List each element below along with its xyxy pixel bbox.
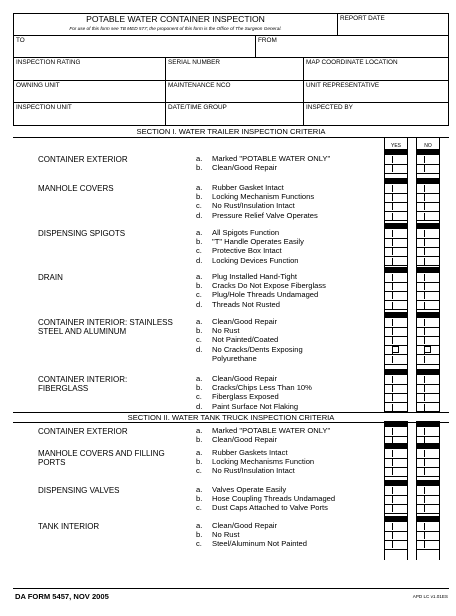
criterion-letter: a. xyxy=(196,426,203,435)
cell-mark xyxy=(424,185,433,192)
group-separator-bar xyxy=(416,369,440,375)
criterion-text: Dust Caps Attached to Valve Ports xyxy=(212,503,328,513)
row-rule xyxy=(416,220,440,221)
cell-mark xyxy=(424,505,433,512)
cell-mark xyxy=(392,459,401,466)
cell-mark xyxy=(424,165,433,172)
criterion-letter: b. xyxy=(196,163,203,173)
cell-mark xyxy=(424,523,433,530)
criterion-text: Locking Devices Function xyxy=(212,255,299,265)
cell-mark xyxy=(392,185,401,192)
row-rule xyxy=(384,549,408,550)
criterion-text: Cracks Do Not Expose Fiberglass xyxy=(212,281,326,291)
cell-mark xyxy=(392,292,401,299)
cell-mark xyxy=(424,394,433,401)
cell-mark xyxy=(392,213,401,220)
criterion-letter: c. xyxy=(196,246,202,256)
criterion-row xyxy=(196,403,298,412)
cell-mark xyxy=(392,328,401,335)
criterion-letter: d. xyxy=(196,255,203,265)
cell-mark xyxy=(424,239,433,246)
criterion-text: Rubber Gaskets Intact xyxy=(212,448,288,457)
to-field[interactable] xyxy=(14,36,254,56)
cell-mark xyxy=(392,194,401,201)
criterion-text: No Cracks/Dents Exposing xyxy=(212,344,303,354)
criterion-row xyxy=(196,436,277,445)
cell-mark xyxy=(392,450,401,457)
item-name: CONTAINER EXTERIOR xyxy=(38,427,128,436)
criterion-letter: c. xyxy=(196,335,202,345)
criterion-text: Clean/Good Repair xyxy=(212,435,278,445)
form-version: APD LC v1.01ES xyxy=(412,594,448,599)
item-name: DISPENSING SPIGOTS xyxy=(38,229,126,238)
criterion-text: "T" Handle Operates Easily xyxy=(212,237,304,247)
cell-mark xyxy=(424,496,433,503)
criterion-text: Rubber Gasket Intact xyxy=(212,183,284,192)
criterion-letter: b. xyxy=(196,530,203,540)
cell-mark xyxy=(392,532,401,539)
map-coordinate-label: MAP COORDINATE LOCATION xyxy=(306,59,398,66)
criterion-text: No Rust xyxy=(212,530,240,540)
cell-mark xyxy=(424,213,433,220)
criterion-text: Locking Mechanism Functions xyxy=(212,192,315,202)
cell-mark xyxy=(392,541,401,548)
group-separator-bar xyxy=(416,480,440,486)
inspection-rating-field[interactable] xyxy=(14,58,164,80)
item-name: CONTAINER INTERIOR: FIBERGLASS xyxy=(38,375,128,393)
cell-mark xyxy=(424,292,433,299)
inspected-by-label: INSPECTED BY xyxy=(306,104,353,111)
cell-mark xyxy=(424,258,433,265)
cell-mark xyxy=(424,156,433,163)
owning-unit-label: OWNING UNIT xyxy=(16,82,60,89)
criterion-row xyxy=(196,467,295,476)
criterion-letter: c. xyxy=(196,201,202,211)
section1-title: SECTION I. WATER TRAILER INSPECTION CRITERIA xyxy=(136,127,326,136)
cell-mark xyxy=(424,428,433,435)
item-name: MANHOLE COVERS AND FILLING PORTS xyxy=(38,449,165,467)
criterion-row xyxy=(196,164,277,173)
criterion-letter: a. xyxy=(196,521,203,530)
unit-representative-label: UNIT REPRESENTATIVE xyxy=(306,82,380,89)
row-line xyxy=(13,125,449,126)
item-name: CONTAINER EXTERIOR xyxy=(38,155,128,164)
criterion-letter: a. xyxy=(196,183,203,192)
inspection-unit-field[interactable] xyxy=(14,103,164,124)
criterion-text: Clean/Good Repair xyxy=(212,317,278,326)
item-name: DRAIN xyxy=(38,273,63,282)
criterion-letter: c. xyxy=(196,539,202,549)
cell-mark xyxy=(424,328,433,335)
criterion-text: Marked "POTABLE WATER ONLY" xyxy=(212,426,331,435)
criterion-text: Threads Not Rusted xyxy=(212,299,280,309)
row-rule xyxy=(416,513,440,514)
criterion-letter: a. xyxy=(196,228,203,237)
cell-mark xyxy=(424,230,433,237)
criterion-text: Clean/Good Repair xyxy=(212,521,278,530)
cell-mark xyxy=(392,319,401,326)
section2-title: SECTION II. WATER TANK TRUCK INSPECTION CRITERIA xyxy=(127,413,335,422)
cell-mark xyxy=(392,302,401,309)
cell-mark xyxy=(392,203,401,210)
title-cell xyxy=(14,13,337,35)
cell-mark xyxy=(424,194,433,201)
group-separator-bar xyxy=(384,267,408,273)
cell-mark xyxy=(392,274,401,281)
no-column-header: NO xyxy=(424,143,432,149)
report-date-field[interactable] xyxy=(338,14,448,35)
item-name: TANK INTERIOR xyxy=(38,522,100,531)
row-rule xyxy=(384,476,408,477)
cell-mark xyxy=(424,450,433,457)
criterion-text: No Rust/Insulation Intact xyxy=(212,201,295,211)
cell-mark xyxy=(424,274,433,281)
report-date-label: REPORT DATE xyxy=(340,15,385,22)
item-name: CONTAINER INTERIOR: STAINLESS STEEL AND ALUMINUM xyxy=(38,318,173,336)
criterion-text: Clean/Good Repair xyxy=(212,374,278,383)
cell-mark xyxy=(424,337,433,344)
criterion-letter: b. xyxy=(196,494,203,504)
criterion-letter: c. xyxy=(196,503,202,513)
criterion-letter: d. xyxy=(196,210,203,220)
criterion-text: Fiberglass Exposed xyxy=(212,392,279,402)
group-separator-bar xyxy=(384,312,408,318)
item-name: DISPENSING VALVES xyxy=(38,486,120,495)
criterion-text: Locking Mechanisms Function xyxy=(212,457,315,467)
cell-mark xyxy=(392,356,401,363)
criterion-row xyxy=(196,540,307,549)
row-rule xyxy=(384,513,408,514)
criterion-text: All Spigots Function xyxy=(212,228,280,237)
yes-column-header: YES xyxy=(390,143,401,149)
cell-mark xyxy=(392,248,401,255)
cell-mark xyxy=(424,459,433,466)
criterion-letter: b. xyxy=(196,383,203,393)
group-separator-bar xyxy=(384,480,408,486)
row-rule xyxy=(384,173,408,174)
cell-mark xyxy=(392,428,401,435)
maintenance-nco-field[interactable] xyxy=(166,81,302,102)
row-rule xyxy=(416,173,440,174)
group-separator-bar xyxy=(384,223,408,229)
cell-mark xyxy=(424,532,433,539)
serial-number-label: SERIAL NUMBER xyxy=(168,59,220,66)
cell-mark xyxy=(392,487,401,494)
criterion-text: Paint Surface Not Flaking xyxy=(212,401,299,411)
criterion-text: No Rust/Insulation Intact xyxy=(212,466,295,476)
criterion-text: Marked "POTABLE WATER ONLY" xyxy=(212,154,331,163)
from-field[interactable] xyxy=(256,36,448,56)
criterion-letter: d. xyxy=(196,344,203,354)
inspected-by-field[interactable] xyxy=(304,103,448,124)
cell-mark xyxy=(424,541,433,548)
criterion-letter: d. xyxy=(196,299,203,309)
cell-mark xyxy=(424,248,433,255)
group-separator-bar xyxy=(416,421,440,427)
cell-mark xyxy=(424,487,433,494)
owning-unit-field[interactable] xyxy=(14,81,164,102)
group-separator-bar xyxy=(384,516,408,522)
criterion-letter: b. xyxy=(196,192,203,202)
inspection-unit-label: INSPECTION UNIT xyxy=(16,104,72,111)
cell-mark xyxy=(392,239,401,246)
group-separator-bar xyxy=(384,178,408,184)
group-separator-bar xyxy=(416,312,440,318)
row-rule xyxy=(416,411,440,412)
group-separator-bar xyxy=(416,178,440,184)
criterion-row xyxy=(196,504,328,513)
row-rule xyxy=(416,309,440,310)
criterion-letter: a. xyxy=(196,374,203,383)
row-rule xyxy=(384,411,408,412)
criterion-row xyxy=(196,257,299,266)
criterion-letter: c. xyxy=(196,466,202,476)
group-separator-bar xyxy=(384,369,408,375)
unit-representative-field[interactable] xyxy=(304,81,448,102)
group-separator-bar xyxy=(416,267,440,273)
criterion-row xyxy=(196,355,257,364)
cell-mark xyxy=(392,385,401,392)
criterion-text: Valves Operate Easily xyxy=(212,485,287,494)
criterion-row xyxy=(196,301,280,310)
cell-mark xyxy=(392,258,401,265)
criterion-letter: b. xyxy=(196,281,203,291)
criterion-letter: b. xyxy=(196,237,203,247)
serial-number-field[interactable] xyxy=(166,58,302,80)
map-coordinate-field[interactable] xyxy=(304,58,448,80)
cell-mark xyxy=(424,376,433,383)
cell-mark xyxy=(424,385,433,392)
group-separator-bar xyxy=(384,443,408,449)
cell-mark xyxy=(392,156,401,163)
no-checkbox[interactable] xyxy=(424,346,431,353)
criterion-letter: c. xyxy=(196,392,202,402)
group-separator-bar xyxy=(416,149,440,155)
item-name: MANHOLE COVERS xyxy=(38,184,114,193)
cell-mark xyxy=(392,376,401,383)
row-rule xyxy=(384,309,408,310)
row-rule xyxy=(416,549,440,550)
cell-mark xyxy=(424,302,433,309)
cell-mark xyxy=(392,468,401,475)
yes-checkbox[interactable] xyxy=(392,346,399,353)
criterion-text: Cracks/Chips Less Than 10% xyxy=(212,383,312,393)
group-separator-bar xyxy=(384,421,408,427)
criterion-row xyxy=(196,212,318,221)
right-border xyxy=(448,13,449,125)
datetime-group-label: DATE/TIME GROUP xyxy=(168,104,227,111)
to-label: TO xyxy=(16,37,25,44)
form-title: POTABLE WATER CONTAINER INSPECTION xyxy=(86,14,265,24)
row-rule xyxy=(384,220,408,221)
criterion-letter: d. xyxy=(196,401,203,411)
criterion-text: Pressure Relief Valve Operates xyxy=(212,210,318,220)
row-rule xyxy=(416,476,440,477)
criterion-letter: a. xyxy=(196,448,203,457)
cell-mark xyxy=(392,283,401,290)
criterion-text: Hose Coupling Threads Undamaged xyxy=(212,494,336,504)
criterion-text: Not Painted/Coated xyxy=(212,335,279,345)
criterion-text: No Rust xyxy=(212,326,240,336)
cell-mark xyxy=(424,404,433,411)
inspection-rating-label: INSPECTION RATING xyxy=(16,59,81,66)
datetime-group-field[interactable] xyxy=(166,103,302,124)
cell-mark xyxy=(424,468,433,475)
form-number: DA FORM 5457, NOV 2005 xyxy=(15,592,109,601)
cell-mark xyxy=(424,356,433,363)
criterion-letter: a. xyxy=(196,154,203,163)
cell-mark xyxy=(392,404,401,411)
group-separator-bar xyxy=(416,223,440,229)
cell-mark xyxy=(392,165,401,172)
cell-mark xyxy=(392,230,401,237)
criterion-text: Steel/Aluminum Not Painted xyxy=(212,539,307,549)
group-separator-bar xyxy=(384,149,408,155)
cell-mark xyxy=(392,394,401,401)
criterion-letter: a. xyxy=(196,485,203,494)
criterion-letter: c. xyxy=(196,290,202,300)
cell-mark xyxy=(392,337,401,344)
criterion-letter: a. xyxy=(196,317,203,326)
maintenance-nco-label: MAINTENANCE NCO xyxy=(168,82,231,89)
cell-mark xyxy=(392,523,401,530)
group-separator-bar xyxy=(416,516,440,522)
footer-rule xyxy=(13,588,449,589)
criterion-letter: b. xyxy=(196,457,203,467)
from-label: FROM xyxy=(258,37,277,44)
cell-mark xyxy=(424,203,433,210)
criterion-letter: b. xyxy=(196,326,203,336)
criterion-letter: b. xyxy=(196,435,203,445)
criterion-letter: a. xyxy=(196,272,203,281)
criterion-text: Protective Box Intact xyxy=(212,246,282,256)
form-subtitle: For use of this form see TB MED 577; the proponent of this form is the Office of The Surgeon General. xyxy=(69,26,282,31)
cell-mark xyxy=(392,505,401,512)
row-rule xyxy=(384,364,408,365)
cell-mark xyxy=(424,319,433,326)
group-separator-bar xyxy=(416,443,440,449)
criterion-text: Plug Installed Hand-Tight xyxy=(212,272,297,281)
criterion-text: Polyurethane xyxy=(212,353,257,363)
criterion-text: Plug/Hole Threads Undamaged xyxy=(212,290,319,300)
cell-mark xyxy=(392,496,401,503)
row-rule xyxy=(416,364,440,365)
criterion-text: Clean/Good Repair xyxy=(212,163,278,173)
cell-mark xyxy=(424,283,433,290)
